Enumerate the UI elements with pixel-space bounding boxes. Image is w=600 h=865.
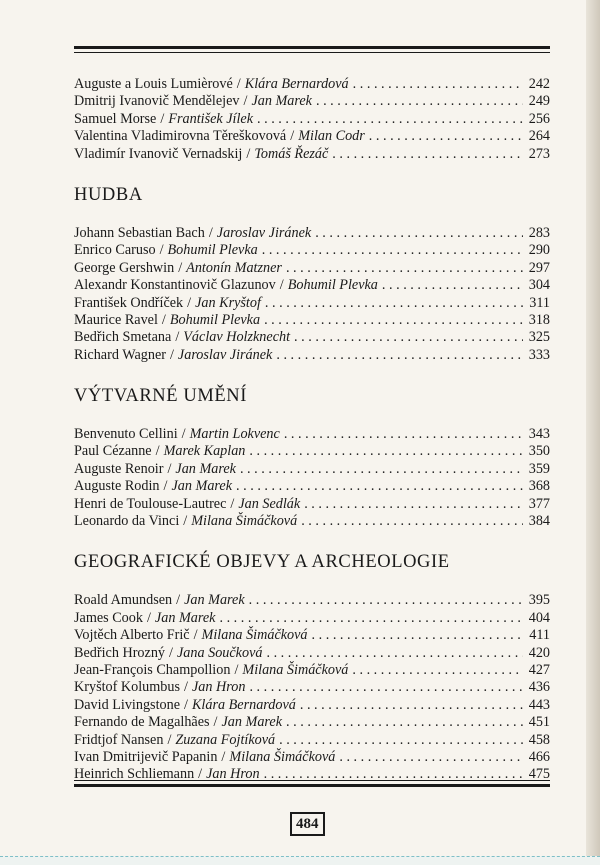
dot-leader: [316, 93, 523, 110]
entry-separator: /: [193, 627, 198, 644]
top-rule-thin: [74, 52, 550, 53]
entry-author: Bohumil Plevka: [167, 242, 258, 259]
dot-leader: [369, 128, 523, 145]
entry-subject: Alexandr Konstantinovič Glazunov: [74, 277, 276, 294]
entry-author: Jaroslav Jiránek: [216, 224, 312, 241]
dot-leader: [284, 426, 523, 443]
toc-entry[interactable]: [74, 513, 550, 530]
entry-page-number: 404: [528, 609, 550, 626]
entry-author: Milana Šimáčková: [191, 513, 298, 530]
entry-page-number: 297: [528, 259, 550, 276]
entry-author: Bohumil Plevka: [169, 311, 261, 328]
entry-separator: /: [161, 311, 166, 328]
dot-leader: [262, 242, 523, 259]
entry-subject: Richard Wagner: [74, 346, 166, 363]
entry-author: Jaroslav Jiránek: [177, 346, 273, 363]
dot-leader: [265, 295, 523, 312]
toc-entry[interactable]: [74, 225, 550, 242]
entry-subject: Fridtjof Nansen: [74, 731, 164, 748]
entry-subject: Jean-François Champollion: [74, 661, 231, 678]
dot-leader: [266, 645, 523, 662]
entry-subject: Henri de Toulouse-Lautrec: [74, 495, 227, 512]
toc-entry[interactable]: [74, 242, 550, 259]
entry-subject: Vladimír Ivanovič Vernadskij: [74, 145, 243, 162]
entry-separator: /: [155, 443, 160, 460]
entry-author: Jan Hron: [206, 766, 260, 783]
entry-subject: Auguste Renoir: [74, 460, 164, 477]
entry-subject: Heinrich Schliemann: [74, 766, 195, 783]
entry-author: Milana Šimáčková: [242, 661, 349, 678]
dot-leader: [240, 461, 523, 478]
dot-leader: [236, 478, 523, 495]
entry-subject: George Gershwin: [74, 259, 175, 276]
entry-separator: /: [163, 478, 168, 495]
entry-page-number: 395: [528, 592, 550, 609]
dot-leader: [249, 592, 523, 609]
scan-bottom-edge: [0, 856, 600, 865]
entry-separator: /: [175, 329, 180, 346]
entry-subject: Enrico Caruso: [74, 242, 156, 259]
entry-author: Bohumil Plevka: [287, 277, 378, 294]
entry-page-number: 466: [528, 748, 550, 765]
toc-entry[interactable]: [74, 679, 550, 696]
dot-leader: [312, 627, 523, 644]
toc-entry[interactable]: [74, 645, 550, 662]
toc-entry[interactable]: [74, 592, 550, 609]
toc-entry[interactable]: [74, 295, 550, 312]
entry-subject: Johann Sebastian Bach: [74, 224, 205, 241]
entry-separator: /: [169, 346, 174, 363]
dot-leader: [249, 679, 523, 696]
entry-subject: James Cook: [74, 609, 143, 626]
entry-author: Klára Bernardová: [191, 696, 296, 713]
entry-page-number: 264: [528, 128, 550, 145]
entry-subject: Auguste Rodin: [74, 478, 160, 495]
entry-separator: /: [183, 513, 188, 530]
entry-author: Jan Marek: [184, 592, 245, 609]
entry-author: Marek Kaplan: [163, 443, 246, 460]
entry-author: Tomáš Řezáč: [254, 145, 329, 162]
entry-separator: /: [246, 145, 251, 162]
toc-entry[interactable]: [74, 496, 550, 513]
section-heading: GEOGRAFICKÉ OBJEVY A ARCHEOLOGIE: [74, 552, 450, 573]
entry-separator: /: [236, 76, 241, 92]
toc-entry[interactable]: [74, 128, 550, 145]
dot-leader: [339, 749, 523, 766]
entry-author: Martin Lokvenc: [189, 426, 280, 443]
entry-author: Milana Šimáčková: [229, 748, 336, 765]
entry-separator: /: [167, 731, 172, 748]
toc-entry[interactable]: [74, 697, 550, 714]
toc-entry[interactable]: [74, 312, 550, 329]
toc-entry[interactable]: [74, 347, 550, 364]
entry-separator: /: [198, 766, 203, 783]
toc-entry[interactable]: [74, 146, 550, 163]
entry-separator: /: [208, 224, 213, 241]
toc-entry[interactable]: [74, 714, 550, 731]
toc-entry[interactable]: [74, 93, 550, 110]
dot-leader: [264, 766, 523, 783]
entry-page-number: 359: [528, 460, 550, 477]
entry-page-number: 333: [528, 346, 550, 363]
toc-entry[interactable]: [74, 478, 550, 495]
entry-separator: /: [230, 495, 235, 512]
entry-page-number: 325: [528, 329, 550, 346]
entry-page-number: 384: [528, 513, 550, 530]
toc-entry[interactable]: [74, 76, 550, 93]
entry-author: Jan Marek: [154, 609, 216, 626]
toc-entry[interactable]: [74, 766, 550, 783]
entry-author: Jan Marek: [221, 714, 283, 731]
section-heading: VÝTVARNÉ UMĚNÍ: [74, 386, 248, 407]
entry-subject: Paul Cézanne: [74, 443, 152, 460]
entry-page-number: 377: [528, 495, 550, 512]
entry-page-number: 273: [528, 145, 550, 162]
entry-author: Zuzana Fojtíková: [175, 731, 276, 748]
entry-subject: Vojtěch Alberto Frič: [74, 627, 190, 644]
entry-author: Antonín Matzner: [186, 259, 282, 276]
toc-entry[interactable]: [74, 260, 550, 277]
dot-leader: [300, 697, 523, 714]
entry-separator: /: [160, 110, 165, 127]
dot-leader: [315, 225, 523, 242]
dot-leader: [219, 610, 523, 627]
toc-entry[interactable]: [74, 627, 550, 644]
entry-page-number: 451: [528, 714, 550, 731]
section-heading: HUDBA: [74, 184, 143, 205]
entry-separator: /: [181, 426, 186, 443]
toc-entry[interactable]: [74, 426, 550, 443]
entry-subject: Roald Amundsen: [74, 592, 173, 609]
entry-subject: Bedřich Smetana: [74, 329, 172, 346]
dot-leader: [353, 76, 523, 93]
entry-page-number: 304: [528, 277, 550, 294]
entry-subject: Maurice Ravel: [74, 311, 158, 328]
entry-page-number: 443: [528, 696, 550, 713]
toc-entry[interactable]: [74, 443, 550, 460]
entry-separator: /: [184, 696, 188, 713]
entry-author: František Jílek: [168, 110, 254, 127]
entry-author: Jana Součková: [176, 644, 263, 661]
toc-entry[interactable]: [74, 111, 550, 128]
entry-page-number: 420: [528, 644, 550, 661]
dot-leader: [286, 260, 523, 277]
entry-author: Klára Bernardová: [244, 76, 349, 92]
entry-subject: Valentina Vladimirovna Těreškovová: [74, 128, 287, 145]
entry-separator: /: [221, 748, 226, 765]
entry-author: Jan Kryštof: [195, 294, 261, 311]
entry-subject: Benvenuto Cellini: [74, 426, 178, 443]
entry-subject: David Livingstone: [74, 696, 180, 713]
bottom-rule-thin: [74, 780, 550, 781]
entry-page-number: 475: [528, 766, 550, 783]
toc-entry[interactable]: [74, 749, 550, 766]
entry-author: Jan Hron: [191, 679, 246, 696]
toc-entry[interactable]: [74, 277, 550, 294]
bottom-rule: [74, 784, 550, 787]
entry-page-number: 427: [528, 661, 550, 678]
entry-separator: /: [243, 93, 248, 110]
dot-leader: [279, 732, 523, 749]
entry-page-number: 343: [528, 426, 550, 443]
entry-separator: /: [187, 294, 192, 311]
dot-leader: [294, 329, 523, 346]
dot-leader: [301, 513, 523, 530]
entry-page-number: 256: [528, 110, 550, 127]
dot-leader: [382, 277, 523, 294]
entry-separator: /: [213, 714, 218, 731]
entry-page-number: 311: [529, 294, 550, 311]
entry-subject: Bedřich Hrozný: [74, 644, 166, 661]
entry-author: Jan Marek: [251, 93, 312, 110]
entry-subject: Kryštof Kolumbus: [74, 679, 181, 696]
toc-entry[interactable]: [74, 610, 550, 627]
entry-subject: Dmitrij Ivanovič Mendělejev: [74, 93, 240, 110]
entry-subject: František Ondříček: [74, 294, 184, 311]
entry-author: Jan Sedlák: [238, 495, 301, 512]
entry-separator: /: [279, 277, 284, 294]
entry-subject: Samuel Morse: [74, 110, 157, 127]
dot-leader: [276, 347, 523, 364]
toc-entry[interactable]: [74, 662, 550, 679]
entry-separator: /: [169, 644, 173, 661]
toc-entry[interactable]: [74, 329, 550, 346]
entry-page-number: 318: [528, 311, 550, 328]
dot-leader: [249, 443, 523, 460]
dot-leader: [286, 714, 523, 731]
dot-leader: [304, 496, 523, 513]
entry-separator: /: [167, 460, 172, 477]
entry-author: Milan Codr: [298, 128, 365, 145]
entry-page-number: 283: [528, 224, 550, 241]
entry-author: Milana Šimáčková: [201, 627, 308, 644]
entry-page-number: 368: [528, 478, 550, 495]
entry-page-number: 350: [528, 443, 550, 460]
entry-subject: Fernando de Magalhães: [74, 714, 210, 731]
entry-page-number: 411: [529, 627, 550, 644]
table-of-contents: [74, 76, 550, 784]
entry-page-number: 436: [528, 679, 550, 696]
entry-author: Jan Marek: [171, 478, 233, 495]
entry-page-number: 249: [528, 93, 550, 110]
page-edge: [586, 0, 600, 865]
page-number: 484: [290, 812, 325, 836]
dot-leader: [352, 662, 523, 679]
top-rule: [74, 46, 550, 49]
entry-separator: /: [234, 661, 239, 678]
entry-author: Václav Holzknecht: [183, 329, 291, 346]
entry-separator: /: [176, 592, 181, 609]
toc-entry[interactable]: [74, 461, 550, 478]
entry-page-number: 242: [528, 76, 550, 92]
entry-author: Jan Marek: [175, 460, 236, 477]
entry-separator: /: [290, 128, 295, 145]
dot-leader: [332, 146, 523, 163]
entry-separator: /: [146, 609, 151, 626]
dot-leader: [257, 111, 523, 128]
entry-separator: /: [184, 679, 188, 696]
entry-separator: /: [178, 259, 183, 276]
entry-subject: Leonardo da Vinci: [74, 513, 180, 530]
entry-subject: Ivan Dmitrijevič Papanin: [74, 748, 218, 765]
entry-subject: Auguste a Louis Lumièrové: [74, 76, 233, 92]
entry-page-number: 458: [528, 731, 550, 748]
entry-separator: /: [159, 242, 164, 259]
dot-leader: [264, 312, 523, 329]
entry-page-number: 290: [528, 242, 550, 259]
toc-entry[interactable]: [74, 732, 550, 749]
